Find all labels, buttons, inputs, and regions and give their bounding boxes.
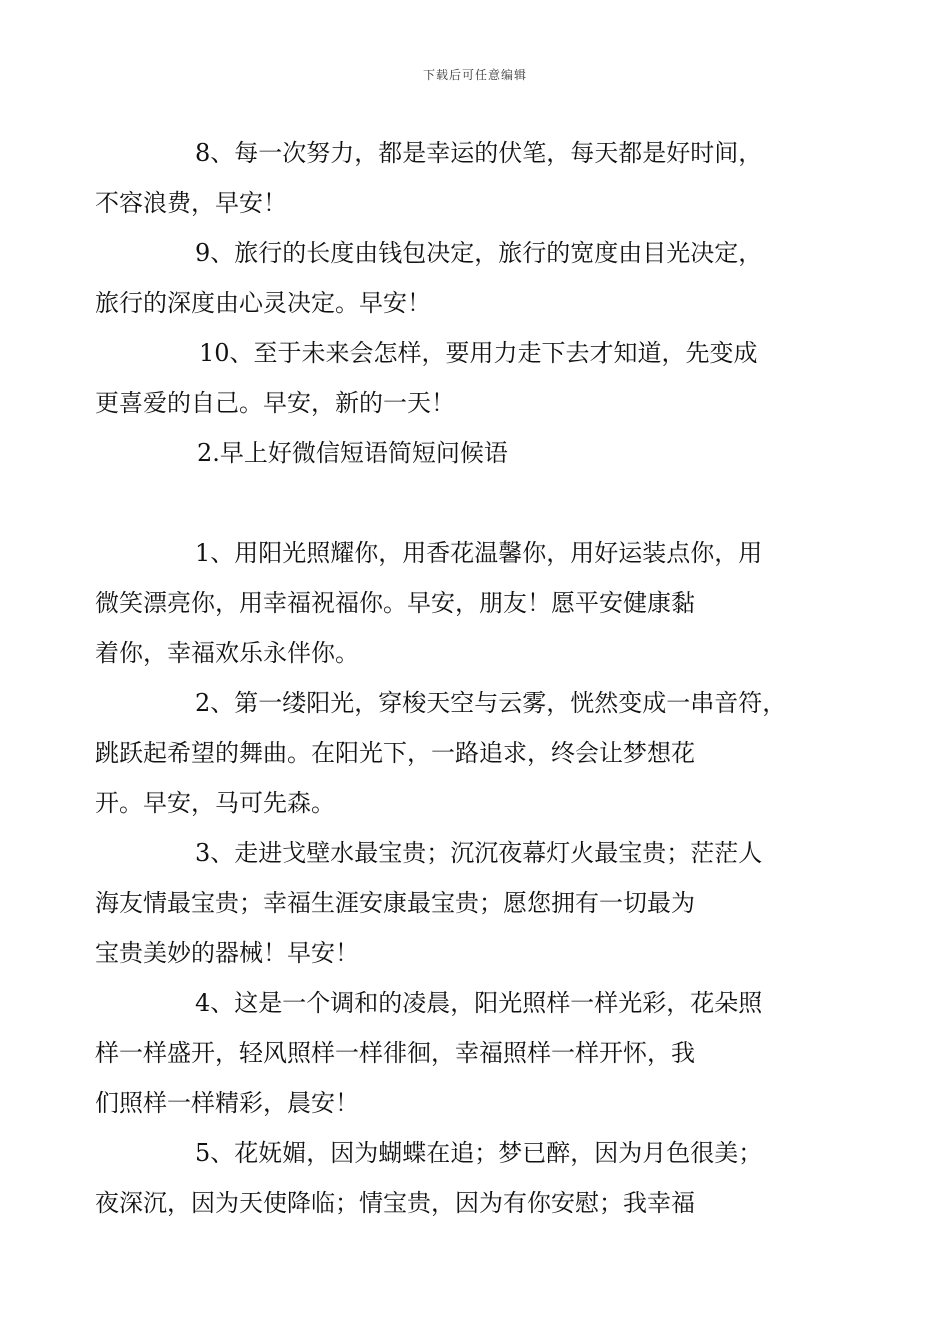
- paragraph-line: 着你，幸福欢乐永伴你。: [95, 639, 359, 667]
- paragraph-line: 5、花妩媚，因为蝴蝶在追；梦已醉，因为月色很美；: [195, 1139, 763, 1167]
- paragraph-line: 样一样盛开，轻风照样一样徘徊，幸福照样一样开怀，我: [95, 1039, 695, 1067]
- paragraph-line: 3、走进戈壁水最宝贵；沉沉夜幕灯火最宝贵；茫茫人: [195, 839, 763, 867]
- paragraph-line: 8、每一次努力，都是幸运的伏笔，每天都是好时间，: [195, 139, 763, 167]
- paragraph-line: 1、用阳光照耀你，用香花温馨你，用好运装点你，用: [195, 539, 763, 567]
- paragraph-line: 不容浪费，早安！: [95, 189, 287, 217]
- paragraph-line: 夜深沉，因为天使降临；情宝贵，因为有你安慰；我幸福: [95, 1189, 695, 1217]
- paragraph-line: 10、至于未来会怎样，要用力走下去才知道，先变成: [199, 339, 758, 367]
- section-heading: 2.早上好微信短语简短问候语: [197, 439, 508, 467]
- paragraph-line: 海友情最宝贵；幸福生涯安康最宝贵；愿您拥有一切最为: [95, 889, 695, 917]
- greeting-5: [95, 1128, 815, 1228]
- section-spacer: [145, 478, 815, 528]
- paragraph-8: [95, 128, 815, 228]
- paragraph-line: 跳跃起希望的舞曲。在阳光下，一路追求，终会让梦想花: [95, 739, 695, 767]
- paragraph-line: 们照样一样精彩，晨安！: [95, 1089, 359, 1117]
- greeting-1: [95, 528, 815, 678]
- paragraph-line: 旅行的深度由心灵决定。早安！: [95, 289, 431, 317]
- paragraph-line: 开。早安，马可先森。: [95, 789, 335, 817]
- paragraph-line: 更喜爱的自己。早安，新的一天！: [95, 389, 455, 417]
- paragraph-9: [95, 228, 815, 328]
- document-body: [95, 128, 815, 1228]
- paragraph-line: 2、第一缕阳光，穿梭天空与云雾，恍然变成一串音符，: [195, 689, 787, 717]
- greeting-2: [95, 678, 815, 828]
- paragraph-line: 宝贵美妙的器械！早安！: [95, 939, 359, 967]
- page-header: 下载后可任意编辑: [422, 68, 527, 82]
- greeting-3: [95, 828, 815, 978]
- paragraph-line: 9、旅行的长度由钱包决定，旅行的宽度由目光决定，: [195, 239, 763, 267]
- greeting-4: [95, 978, 815, 1128]
- paragraph-line: 微笑漂亮你，用幸福祝福你。早安，朋友！愿平安健康黏: [95, 589, 695, 617]
- paragraph-10: [95, 328, 815, 428]
- paragraph-line: 4、这是一个调和的凌晨，阳光照样一样光彩，花朵照: [195, 989, 763, 1017]
